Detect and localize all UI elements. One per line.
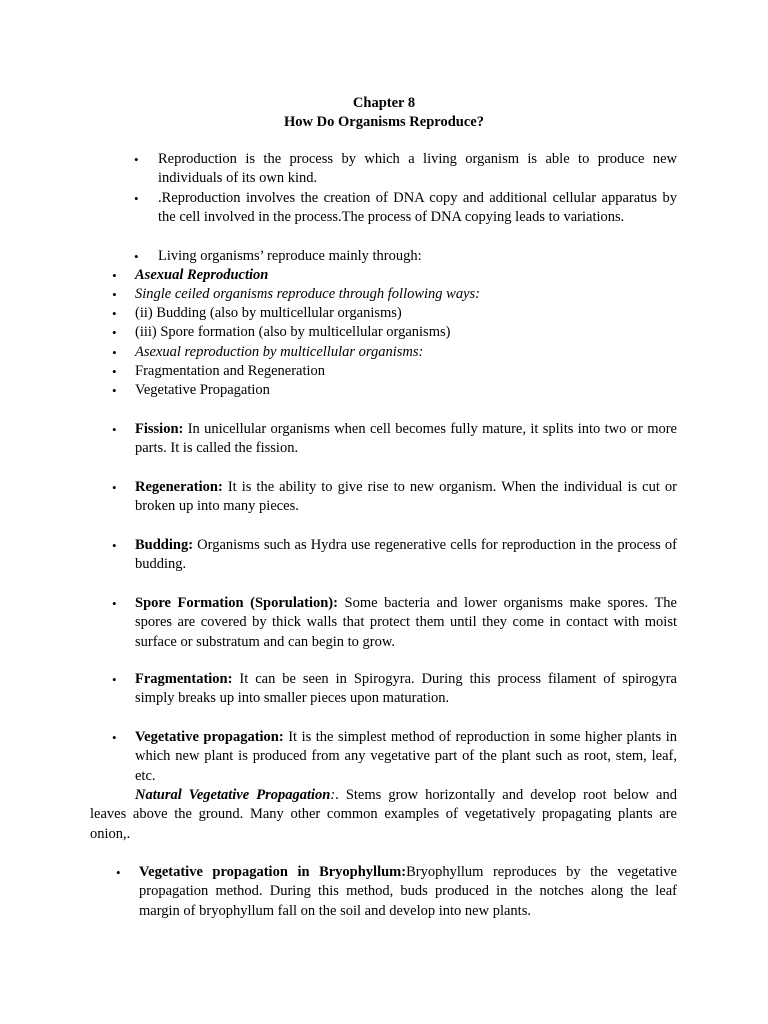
- natural-propagation-paragraph: [90, 786, 677, 844]
- bullet-icon: •: [112, 422, 117, 437]
- definition-text: Some bacteria and lower organisms make spores. The spores are covered by thick walls that protect them until they come in contact with moist surface or substratum and can begin to grow.: [135, 595, 677, 650]
- bryophyllum-paragraph: [139, 863, 677, 921]
- bullet-icon: •: [112, 538, 117, 553]
- bullet-icon: •: [112, 672, 117, 687]
- list-item-single-celled: Single ceiled organisms reproduce through following ways:: [135, 286, 481, 302]
- definition-term: Regeneration:: [135, 479, 223, 495]
- definition-text: It is the ability to give rise to new organism. When the individual is cut or broken up into many pieces.: [135, 479, 677, 515]
- definition-text: Organisms such as Hydra use regenerative cells for reproduction in the process of budding.: [135, 537, 677, 573]
- list-item-fragmentation: Fragmentation and Regeneration: [135, 363, 326, 379]
- bullet-icon: •: [116, 865, 121, 880]
- bullet-icon: •: [112, 345, 117, 360]
- bullet-icon: •: [112, 287, 117, 302]
- list-item-spore: (iii) Spore formation (also by multicellular organisms): [135, 324, 451, 340]
- definition-term: Vegetative propagation:: [135, 729, 284, 745]
- natural-propagation-term: Natural Vegetative Propagation: [135, 787, 331, 803]
- definition-text: In unicellular organisms when cell becomes fully mature, it splits into two or more parts. It is called the fission.: [135, 421, 677, 457]
- definition-fragmentation: [135, 670, 677, 709]
- natural-propagation-text: . Stems grow horizontally and develop root below and leaves above the ground. Many other common examples of vegetatively propagating plants are onion,.: [90, 787, 677, 842]
- definition-term: Fission:: [135, 421, 184, 437]
- chapter-label: Chapter 8: [352, 95, 416, 111]
- intro-paragraph: Living organisms’ reproduce mainly through:: [158, 248, 422, 264]
- page-title: How Do Organisms Reproduce?: [284, 114, 484, 130]
- definition-text: It can be seen in Spirogyra. During this process filament of spirogyra simply breaks up into smaller pieces upon maturation.: [135, 671, 677, 707]
- bullet-icon: •: [112, 480, 117, 495]
- bullet-icon: •: [112, 268, 117, 283]
- definition-vegetative-propagation: [135, 728, 677, 786]
- definition-budding: [135, 536, 677, 575]
- intro-paragraph: .Reproduction involves the creation of DNA copy and additional cellular apparatus by the cell involved in the process.The process of DNA copying leads to variations.: [158, 190, 677, 226]
- bullet-icon: •: [112, 730, 117, 745]
- bullet-icon: •: [134, 191, 139, 206]
- definition-term: Spore Formation (Sporulation):: [135, 595, 338, 611]
- list-item-asexual: Asexual Reproduction: [135, 267, 269, 283]
- natural-propagation-colon: :: [330, 787, 336, 803]
- bullet-icon: •: [112, 364, 117, 379]
- definition-text: It is the simplest method of reproduction in some higher plants in which new plant is produced from any vegetative part of the plant such as root, stem, leaf, etc.: [135, 729, 677, 784]
- bullet-icon: •: [112, 306, 117, 321]
- bullet-icon: •: [134, 152, 139, 167]
- list-item-multicellular: Asexual reproduction by multicellular organisms:: [135, 344, 424, 360]
- definition-fission: [135, 420, 677, 459]
- definition-term: Fragmentation:: [135, 671, 233, 687]
- definition-term: Budding:: [135, 537, 194, 553]
- bullet-icon: •: [134, 249, 139, 264]
- bullet-icon: •: [112, 596, 117, 611]
- bryophyllum-text: Bryophyllum reproduces by the vegetative propagation method. During this method, buds produced in the notches along the leaf margin of bryophyllum fall on the soil and develop into new plants.: [139, 864, 677, 919]
- list-item-vegetative: Vegetative Propagation: [135, 382, 270, 398]
- definition-regeneration: [135, 478, 677, 517]
- bryophyllum-term: Vegetative propagation in Bryophyllum:: [139, 864, 407, 880]
- intro-paragraph: Reproduction is the process by which a living organism is able to produce new individuals of its own kind.: [158, 151, 677, 187]
- definition-spore-formation: [135, 594, 677, 652]
- list-item-budding: (ii) Budding (also by multicellular organisms): [135, 305, 402, 321]
- bullet-icon: •: [112, 383, 117, 398]
- bullet-icon: •: [112, 325, 117, 340]
